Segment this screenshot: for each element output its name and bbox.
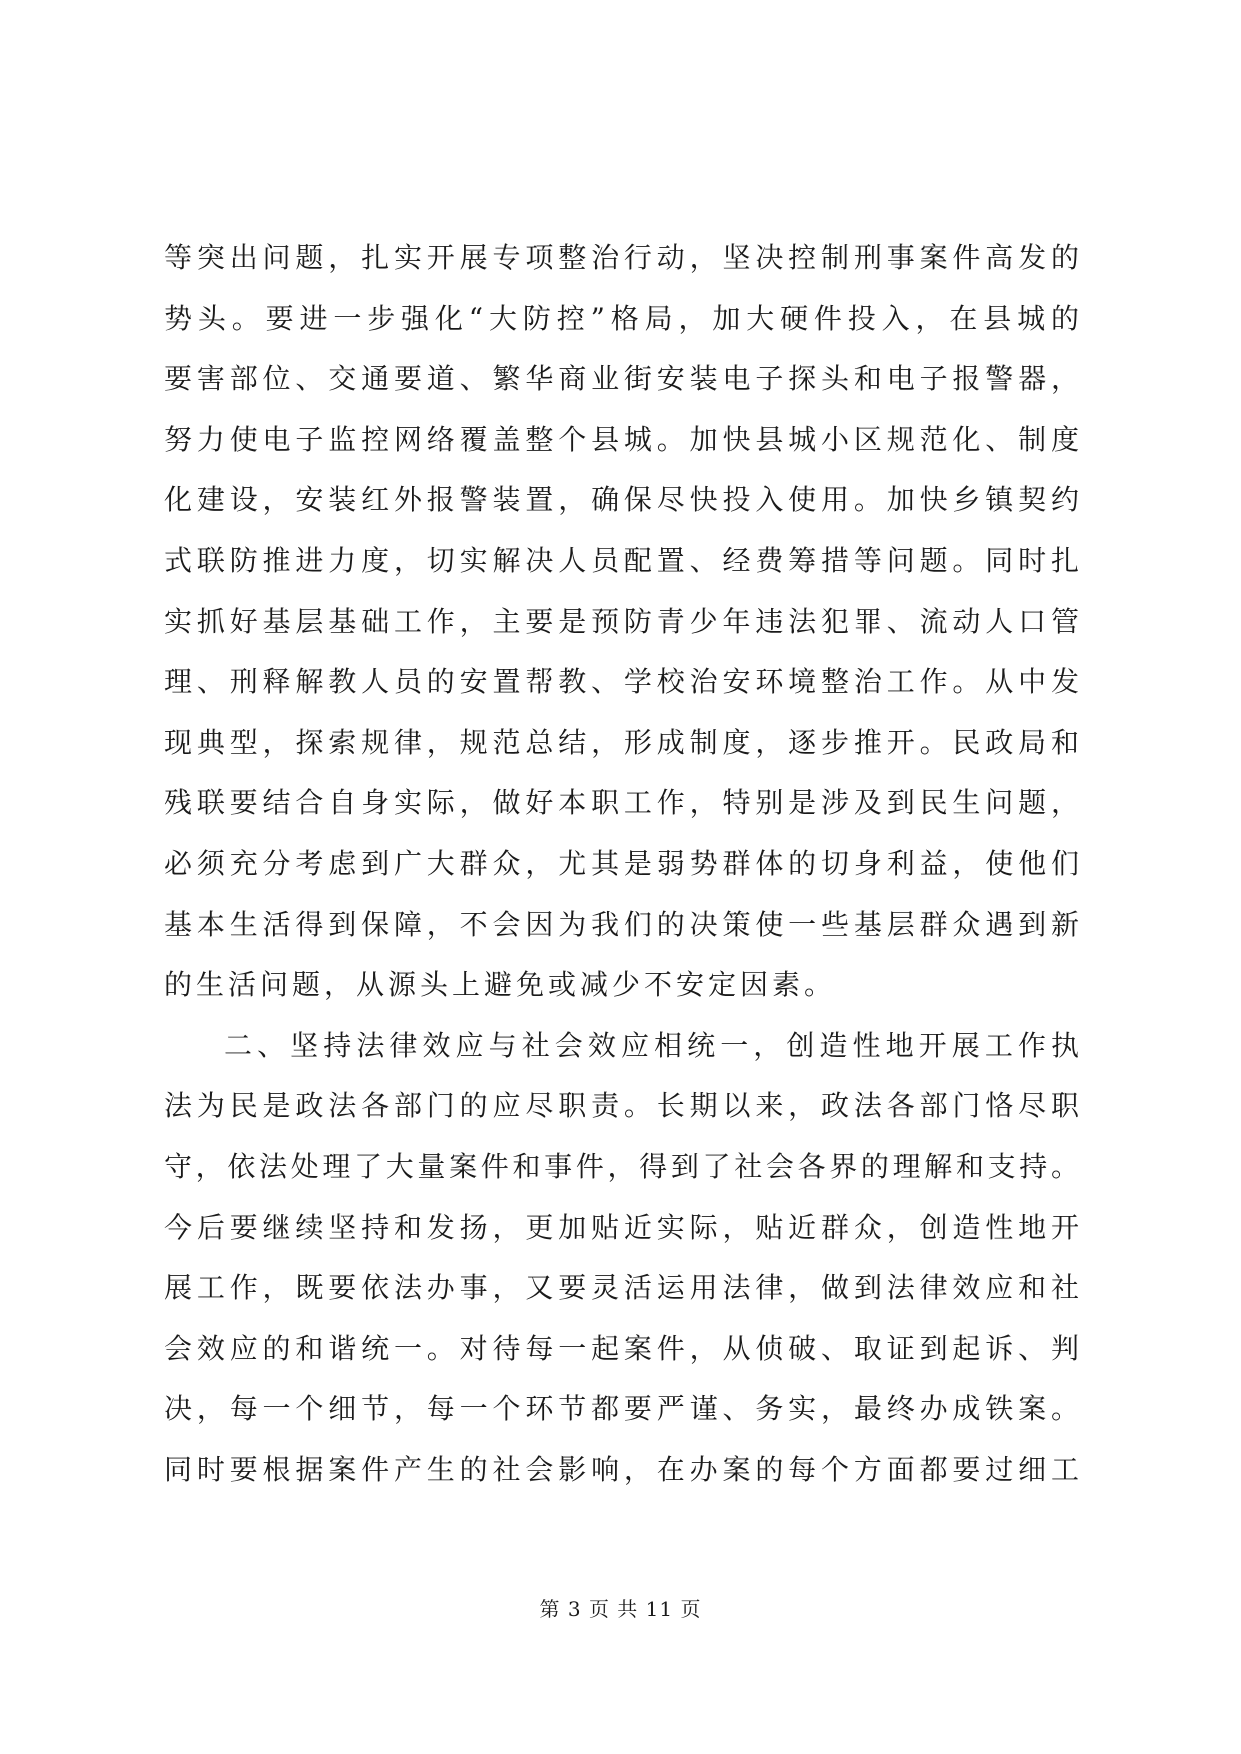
- text-line: 理、刑释解教人员的安置帮教、学校治安环境整治工作。从中发: [164, 665, 1079, 699]
- text-line: 会效应的和谐统一。对待每一起案件，从侦破、取证到起诉、判: [164, 1331, 1079, 1365]
- text-line: 展工作，既要依法办事，又要灵活运用法律，做到法律效应和社: [164, 1271, 1079, 1305]
- text-line: 要害部位、交通要道、繁华商业街安装电子探头和电子报警器，: [164, 362, 1079, 396]
- text-line: 化建设，安装红外报警装置，确保尽快投入使用。加快乡镇契约: [164, 483, 1079, 517]
- page-footer: [0, 1593, 1241, 1622]
- page-number-label: 第 3 页 共 11 页: [539, 1597, 702, 1621]
- text-line: 决，每一个细节，每一个环节都要严谨、务实，最终办成铁案。: [164, 1392, 1079, 1426]
- text-line: 今后要继续坚持和发扬，更加贴近实际，贴近群众，创造性地开: [164, 1210, 1079, 1244]
- text-line: 努力使电子监控网络覆盖整个县城。加快县城小区规范化、制度: [164, 422, 1079, 456]
- body-text: [164, 228, 1079, 1500]
- text-line: 等突出问题，扎实开展专项整治行动，坚决控制刑事案件高发的: [164, 241, 1079, 274]
- text-line: 实抓好基层基础工作，主要是预防青少年违法犯罪、流动人口管: [164, 604, 1079, 638]
- text-line: 势头。要进一步强化“大防控”格局，加大硬件投入，在县城的: [164, 301, 1079, 335]
- text-line: 同时要根据案件产生的社会影响，在办案的每个方面都要过细工: [164, 1452, 1079, 1486]
- text-line: 法为民是政法各部门的应尽职责。长期以来，政法各部门恪尽职: [164, 1089, 1079, 1123]
- text-line: 的生活问题，从源头上避免或减少不安定因素。: [164, 968, 837, 1002]
- text-line: 守，依法处理了大量案件和事件，得到了社会各界的理解和支持。: [164, 1149, 1079, 1183]
- text-line: 基本生活得到保障，不会因为我们的决策使一些基层群众遇到新: [164, 907, 1079, 941]
- text-line: 残联要结合自身实际，做好本职工作，特别是涉及到民生问题，: [164, 786, 1079, 820]
- paragraph-first-line: 二、坚持法律效应与社会效应相统一，创造性地开展工作执: [224, 1028, 1079, 1062]
- text-line: 必须充分考虑到广大群众，尤其是弱势群体的切身利益，使他们: [164, 846, 1079, 880]
- text-line: 现典型，探索规律，规范总结，形成制度，逐步推开。民政局和: [164, 725, 1079, 759]
- text-line: 式联防推进力度，切实解决人员配置、经费筹措等问题。同时扎: [164, 543, 1079, 577]
